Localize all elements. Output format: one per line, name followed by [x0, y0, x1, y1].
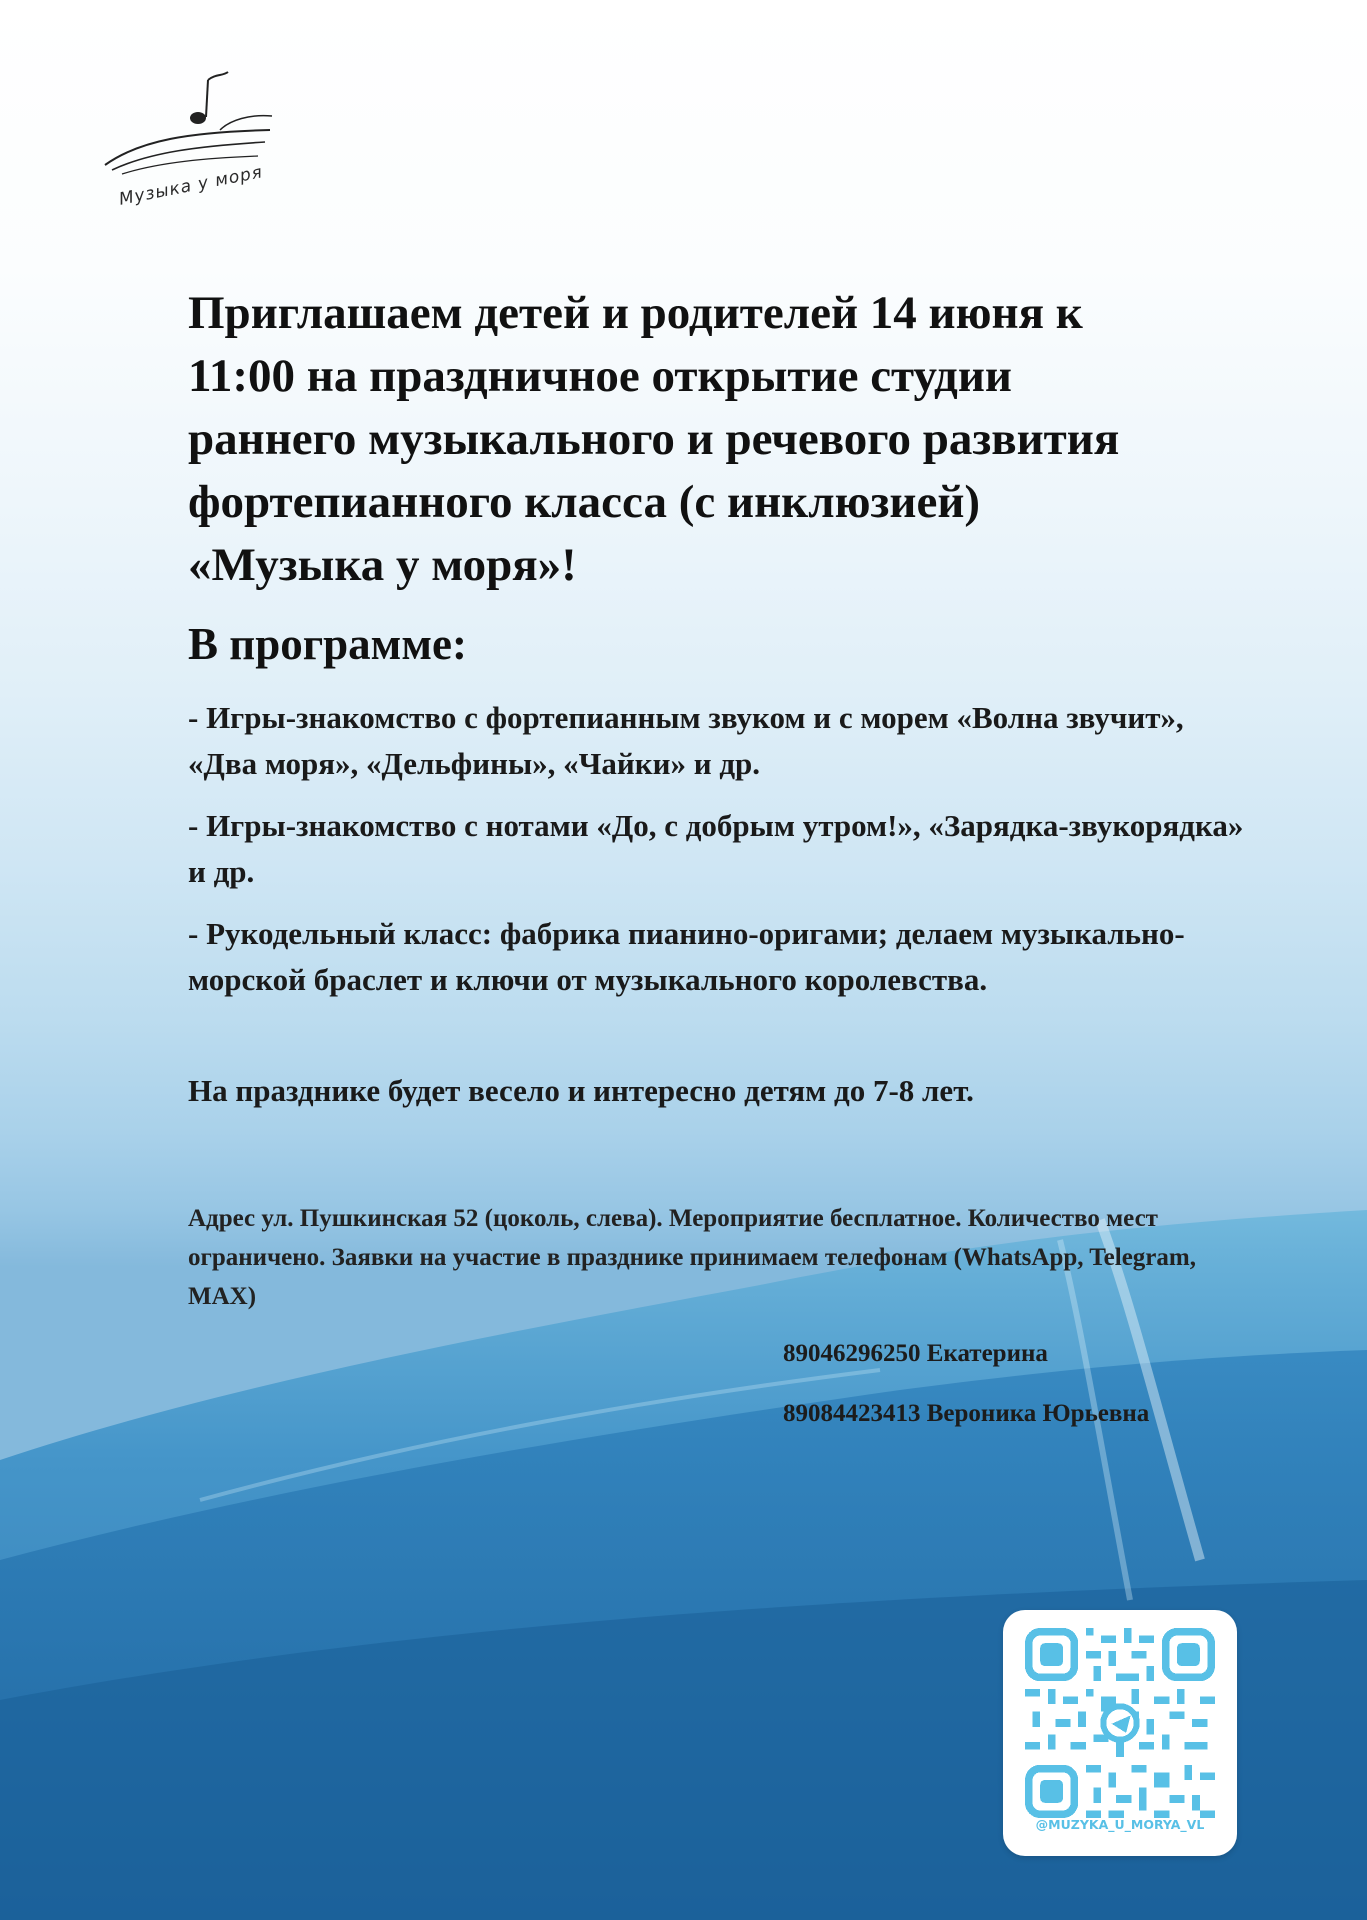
program-title: В программе:: [188, 619, 467, 669]
contact-phone: 89046296250 Екатерина: [783, 1340, 1048, 1367]
qr-card: [1003, 1610, 1237, 1856]
contact-phone: 89084423413 Вероника Юрьевна: [783, 1400, 1150, 1427]
qr-handle: @MUZYKA_U_MORYA_VL: [1035, 1817, 1205, 1832]
invitation-headline: [188, 282, 1248, 597]
program-list: [188, 695, 1248, 1019]
headline-line: фортепианного класса (с инклюзией): [188, 476, 981, 528]
address-text: Адрес ул. Пушкинская 52 (цоколь, слева). Мероприятие бесплатное. Количество мест ограничено. Заявки на участие в празднике принимаем телефонам (WhatsApp, Telegram, MAX): [188, 1205, 1196, 1310]
program-item: - Игры-знакомство с нотами «До, с добрым утром!», «Зарядка-звукорядка» и др.: [188, 808, 1244, 889]
program-closing: На празднике будет весело и интересно детям до 7-8 лет.: [188, 1073, 974, 1108]
headline-line: «Музыка у моря»!: [188, 539, 577, 591]
qr-code-icon: [1025, 1628, 1215, 1818]
logo: [100, 70, 290, 230]
headline-line: Приглашаем детей и родителей 14 июня к: [188, 287, 1083, 339]
program-item: - Рукодельный класс: фабрика пианино-оригами; делаем музыкально-морской браслет и ключи от музыкального королевства.: [188, 916, 1185, 997]
headline-line: раннего музыкального и речевого развития: [188, 413, 1120, 465]
logo-text: Музыка у моря: [117, 162, 265, 210]
headline-line: 11:00 на праздничное открытие студии: [188, 350, 1012, 402]
program-item: - Игры-знакомство с фортепианным звуком и с морем «Волна звучит», «Два моря», «Дельфины», «Чайки» и др.: [188, 700, 1184, 781]
